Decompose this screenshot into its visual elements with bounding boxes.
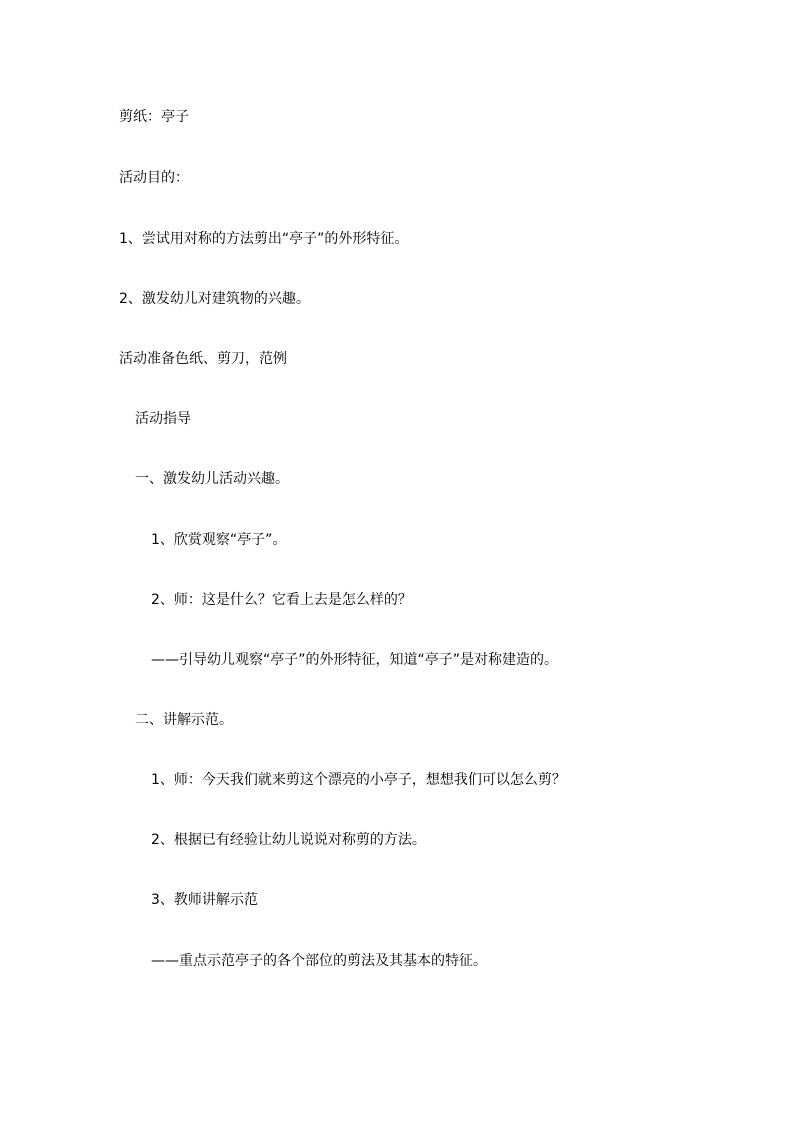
goal-heading: 活动目的：	[119, 170, 189, 186]
section-1-note: ——引导幼儿观察“亭子”的外形特征，知道“亭子”是对称建造的。	[151, 652, 559, 668]
section-1-heading: 一、激发幼儿活动兴趣。	[135, 471, 289, 487]
guidance-heading: 活动指导	[135, 411, 191, 427]
section-1-item-1: 1、欣赏观察“亭子”。	[151, 532, 287, 548]
goal-item-1: 1、尝试用对称的方法剪出“亭子”的外形特征。	[119, 231, 409, 247]
section-2-heading: 二、讲解示范。	[135, 712, 233, 728]
document-title: 剪纸：亭子	[119, 109, 189, 125]
section-1-item-2: 2、师：这是什么？它看上去是怎么样的？	[151, 592, 412, 608]
section-2-note: ——重点示范亭子的各个部位的剪法及其基本的特征。	[151, 953, 487, 969]
section-2-item-3: 3、教师讲解示范	[151, 892, 258, 908]
preparation-line: 活动准备色纸、剪刀，范例	[119, 351, 287, 367]
section-2-item-2: 2、根据已有经验让幼儿说说对称剪的方法。	[151, 832, 426, 848]
section-2-item-1: 1、师：今天我们就来剪这个漂亮的小亭子，想想我们可以怎么剪？	[151, 772, 566, 788]
goal-item-2: 2、激发幼儿对建筑物的兴趣。	[119, 291, 310, 307]
